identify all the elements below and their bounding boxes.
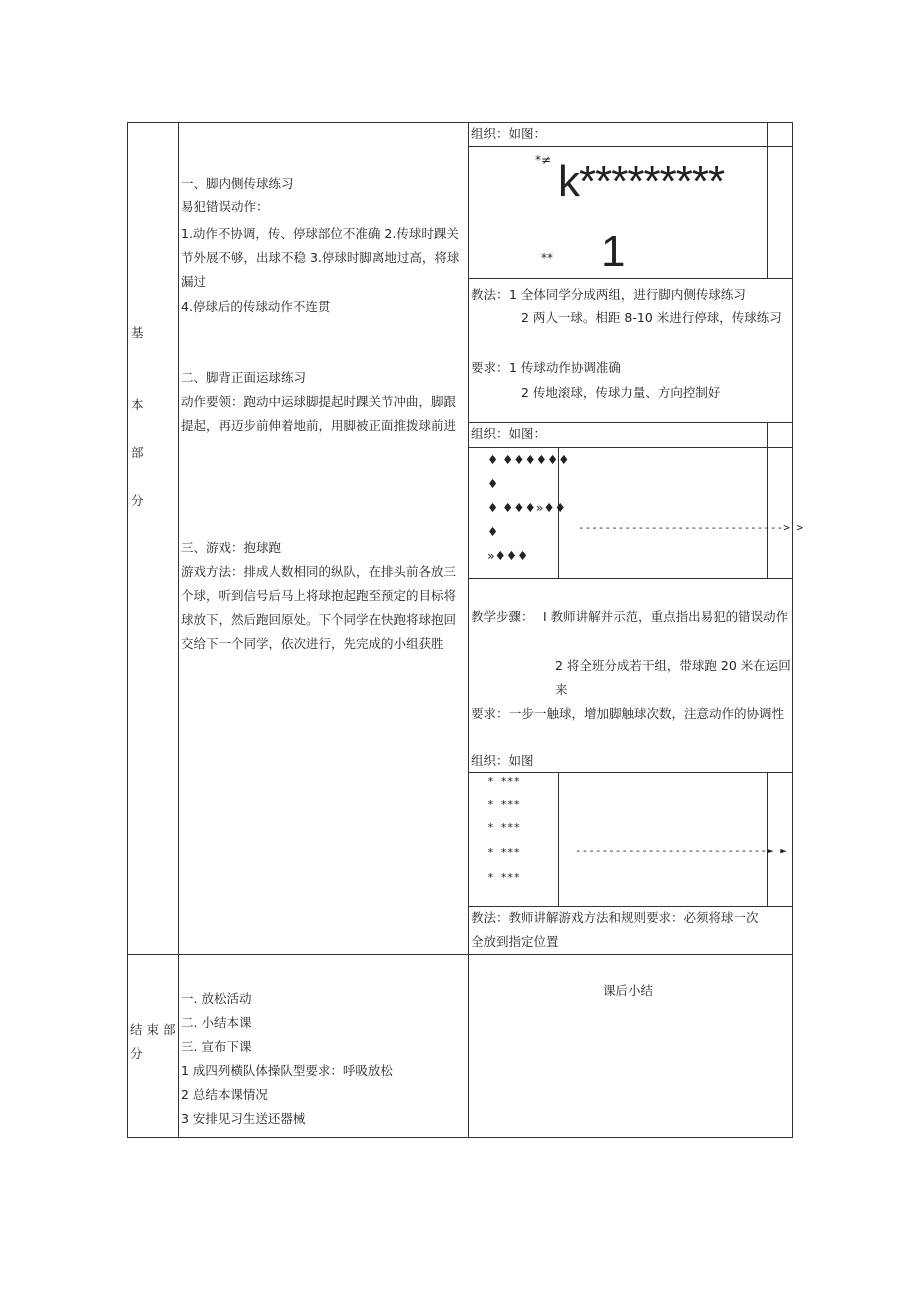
row-line-2 [468, 278, 793, 279]
diagram2-row: ♦ ♦♦♦♦♦♦ [487, 452, 570, 467]
basic-label-char: 分 [131, 493, 144, 508]
end-section-label: 结 束 部 分 [130, 1022, 176, 1061]
block1-req-label: 要求： [471, 360, 509, 375]
block1-org: 组织：如图： [471, 126, 547, 141]
block2-steps-label: 教学步骤： [471, 609, 534, 624]
col-divider-label [178, 122, 179, 1138]
diagram3-divider [558, 772, 559, 906]
diagram1-big-one: 1 [601, 227, 626, 276]
diagram1-mark-bottom: ** [541, 251, 553, 265]
diagram1-mark-top: *≠ [535, 153, 552, 167]
diagram3-row: * *** [487, 798, 521, 811]
end-item: 3 安排见习生送还器械 [181, 1111, 306, 1126]
table-border-bottom [127, 1137, 793, 1138]
diagram1-big-row: k********* [558, 157, 725, 206]
diagram3-row: * *** [487, 871, 521, 884]
end-item: 一. 放松活动 [181, 991, 252, 1006]
block3-org: 组织：如图 [471, 753, 534, 768]
narrow-col-line-3 [767, 772, 768, 906]
block3-method: 教法：教师讲解游戏方法和规则要求：必须将球一次全放到指定位置 [471, 910, 759, 949]
block1-method-1: 1 全体同学分成两组，进行脚内侧传球练习 [509, 287, 746, 302]
diagram2-row: »♦♦♦ [487, 548, 529, 563]
row-line-4 [468, 447, 793, 448]
basic-label-char: 本 [131, 397, 144, 412]
block1-req-2: 2 传地滚球，传球力量、方向控制好 [521, 385, 721, 400]
col-divider-content [468, 122, 469, 1138]
item1-error4: 4.停球后的传球动作不连贯 [181, 299, 331, 314]
diagram2-row: ♦ ♦♦♦»♦♦ [487, 500, 566, 515]
item1-errors-title: 易犯错误动作： [181, 199, 269, 214]
narrow-col-line-2 [767, 422, 768, 578]
summary-title: 课后小结 [603, 983, 654, 998]
row-line-1 [468, 146, 793, 147]
end-item: 三. 宣布下课 [181, 1039, 252, 1054]
item2-text: 动作要领：跑动中运球脚提起时踝关节冲曲，脚跟提起，再迈步前伸着地前，用脚被正面推拨球前进 [181, 394, 457, 433]
item1-errors-text: 1.动作不协调，传、停球部位不准确 2.传球时踝关节外展不够，出球不稳 3.停球时脚离地过高，将球漏过 [181, 226, 460, 289]
diagram3-row: * *** [487, 846, 521, 859]
block2-req-label: 要求： [471, 706, 509, 721]
section-divider [127, 954, 793, 955]
item2-title: 二、脚背正面运球练习 [181, 370, 307, 385]
table-border-top [127, 122, 793, 123]
table-border-left [127, 122, 128, 1138]
diagram2-row: ♦ [487, 476, 499, 491]
item3-title: 三、游戏：抱球跑 [181, 540, 282, 555]
block1-method-2: 2 两人一球。相距 8-10 米进行停球，传球练习 [521, 310, 782, 325]
block2-step-1: I 教师讲解并示范，重点指出易犯的错误动作 [543, 609, 789, 624]
diagram3-row: * *** [487, 821, 521, 834]
block2-req: 一步一触球，增加脚触球次数，注意动作的协调性 [509, 706, 785, 721]
row-line-5 [468, 578, 793, 579]
block2-step-2: 2 将全班分成若干组，带球跑 20 米在运回来 [555, 658, 791, 697]
diagram2-arrow: -------------------------------> > [578, 521, 804, 534]
end-item: 1 成四列横队体操队型要求：呼吸放松 [181, 1063, 393, 1078]
diagram2-row: ♦ [487, 524, 499, 539]
basic-label-char: 部 [131, 445, 144, 460]
block1-method-label: 教法： [471, 287, 509, 302]
block2-org: 组织：如图： [471, 426, 547, 441]
table-border-right [792, 122, 793, 1138]
end-item: 二. 小结本课 [181, 1015, 252, 1030]
block1-req-1: 1 传球动作协调准确 [509, 360, 621, 375]
item1-title: 一、脚内侧传球练习 [181, 176, 294, 191]
item3-text: 游戏方法：排成人数相同的纵队，在排头前各放三个球，听到信号后马上将球抱起跑至预定的目标将球放下，然后跑回原处。下个同学在快跑将球抱回交给下一个同学，依次进行，先完成的小组获胜 [181, 564, 457, 651]
end-item: 2 总结本课情况 [181, 1087, 268, 1102]
diagram3-row: * *** [487, 775, 521, 788]
diagram3-arrow: -----------------------------► ► [575, 844, 787, 857]
row-line-6 [468, 772, 793, 773]
row-line-3 [468, 422, 793, 423]
basic-label-char: 基 [131, 325, 144, 340]
